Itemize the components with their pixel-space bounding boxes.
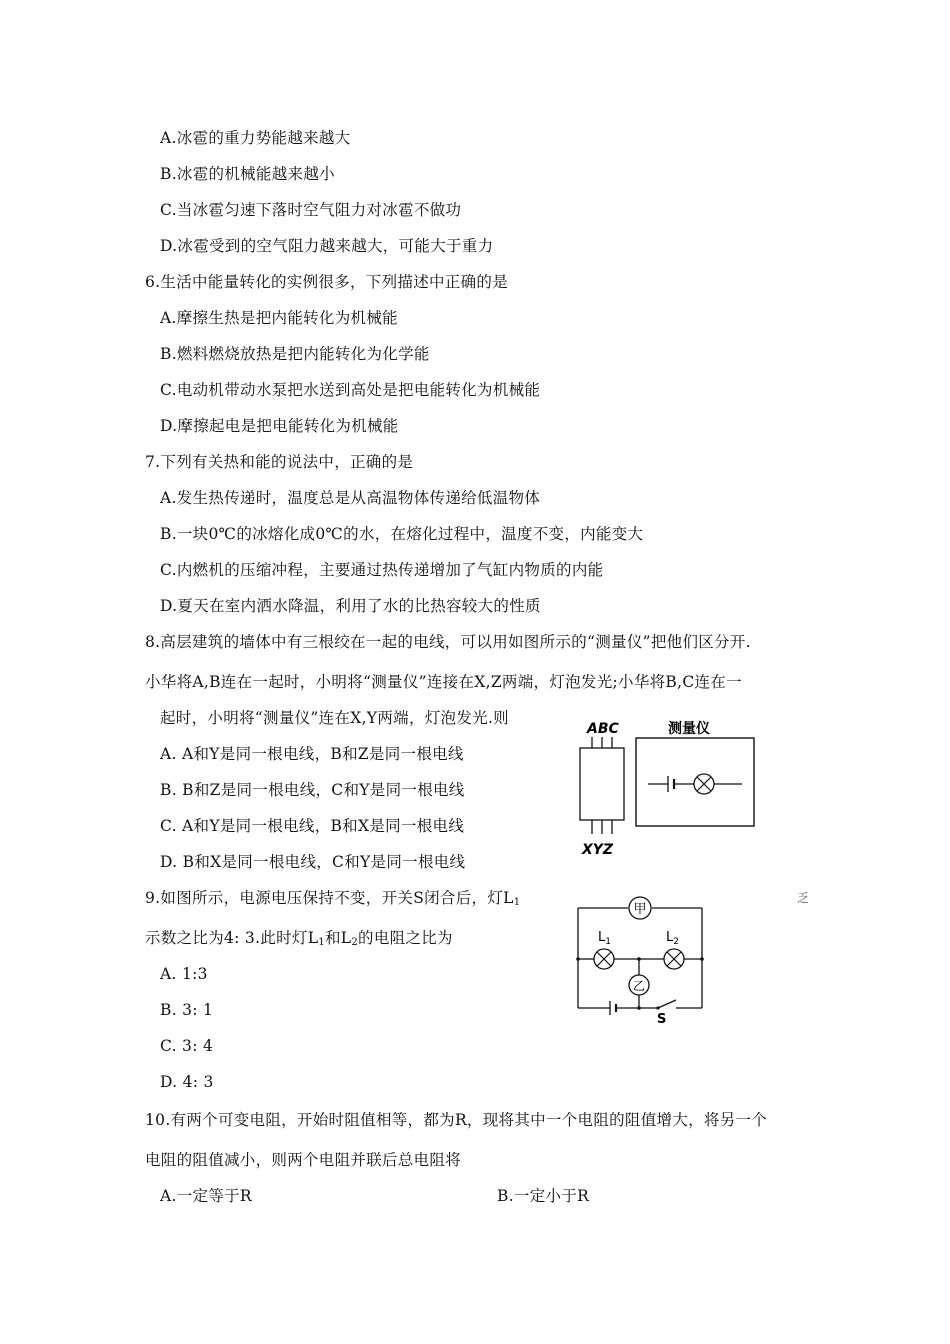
q9-figure [570, 893, 710, 1023]
q9-option-a: A. 1:3 [160, 965, 208, 983]
meter-yi-label: 乙 [632, 979, 646, 993]
q8-option-a: A. A和Y是同一根电线，B和Z是同一根电线 [160, 745, 464, 763]
q7-option-a: A.发生热传递时，温度总是从高温物体传递给低温物体 [160, 489, 541, 507]
q8-figure [570, 712, 760, 862]
switch-label: S [657, 1012, 667, 1023]
circuit-diagram [570, 893, 710, 1023]
q9-option-d: D. 4: 3 [160, 1073, 214, 1091]
q6-option-a: A.摩擦生热是把内能转化为机械能 [160, 309, 398, 327]
q10-option-a: A.一定等于R [160, 1187, 252, 1205]
lamp-l1-label: $L_1$ [598, 930, 611, 947]
q7-option-d: D.夏天在室内洒水降温，利用了水的比热容较大的性质 [160, 597, 541, 615]
q8-stem-line3: 起时，小明将“测量仪”连在X,Y两端，灯泡发光.则 [160, 709, 509, 727]
q10-option-b: B.一定小于R [497, 1187, 590, 1205]
q10-stem-line2: 电阻的阻值减小，则两个电阻并联后总电阻将 [145, 1151, 462, 1169]
q9-option-c: C. 3: 4 [160, 1037, 214, 1055]
q6-option-b: B.燃料燃烧放热是把内能转化为化学能 [160, 345, 430, 363]
switch-icon [658, 1000, 676, 1008]
wall-block [580, 748, 624, 820]
q9-stem-line1: 9.如图所示，电源电压保持不变，开关S闭合后，灯$L_1$ [145, 889, 521, 908]
tester-box [636, 738, 754, 826]
q6-stem: 6.生活中能量转化的实例很多，下列描述中正确的是 [145, 273, 508, 291]
q7-option-c: C.内燃机的压缩冲程，主要通过热传递增加了气缸内物质的内能 [160, 561, 604, 579]
q8-option-b: B. B和Z是同一根电线，C和Y是同一根电线 [160, 781, 465, 799]
q5-option-d: D.冰雹受到的空气阻力越来越大，可能大于重力 [160, 237, 494, 255]
q8-stem-line1: 8.高层建筑的墙体中有三根绞在一起的电线，可以用如图所示的“测量仪”把他们区分开. [145, 633, 751, 651]
q8-top-label: ABC [587, 721, 619, 737]
q9-stem-line1-tail: 乏 [797, 891, 810, 905]
q8-bottom-label: XYZ [582, 842, 614, 858]
tester-title: 测量仪 [668, 721, 710, 737]
q8-option-c: C. A和Y是同一根电线，B和X是同一根电线 [160, 817, 465, 835]
q6-option-d: D.摩擦起电是把电能转化为机械能 [160, 417, 399, 435]
q5-option-c: C.当冰雹匀速下落时空气阻力对冰雹不做功 [160, 201, 462, 219]
q5-option-a: A.冰雹的重力势能越来越大 [160, 129, 351, 147]
lamp-l2-label: $L_2$ [666, 930, 679, 947]
q8-option-d: D. B和X是同一根电线，C和Y是同一根电线 [160, 853, 466, 871]
q8-stem-line2: 小华将A,B连在一起时，小明将“测量仪”连接在X,Z两端，灯泡发光;小华将B,C连在一 [145, 673, 742, 691]
wires-and-tester-diagram [570, 712, 760, 862]
q6-option-c: C.电动机带动水泵把水送到高处是把电能转化为机械能 [160, 381, 541, 399]
q5-option-b: B.冰雹的机械能越来越小 [160, 165, 335, 183]
q9-option-b: B. 3: 1 [160, 1001, 214, 1019]
q7-stem: 7.下列有关热和能的说法中，正确的是 [145, 453, 414, 471]
meter-jia-label: 甲 [633, 902, 647, 917]
q7-option-b: B.一块0℃的冰熔化成0℃的水，在熔化过程中，温度不变，内能变大 [160, 525, 644, 543]
q9-stem-line2: 示数之比为4: 3.此时灯$L_1$和$L_2$的电阻之比为 [145, 929, 453, 948]
q10-stem-line1: 10.有两个可变电阻，开始时阻值相等，都为R，现将其中一个电阻的阻值增大，将另一个 [145, 1111, 768, 1129]
